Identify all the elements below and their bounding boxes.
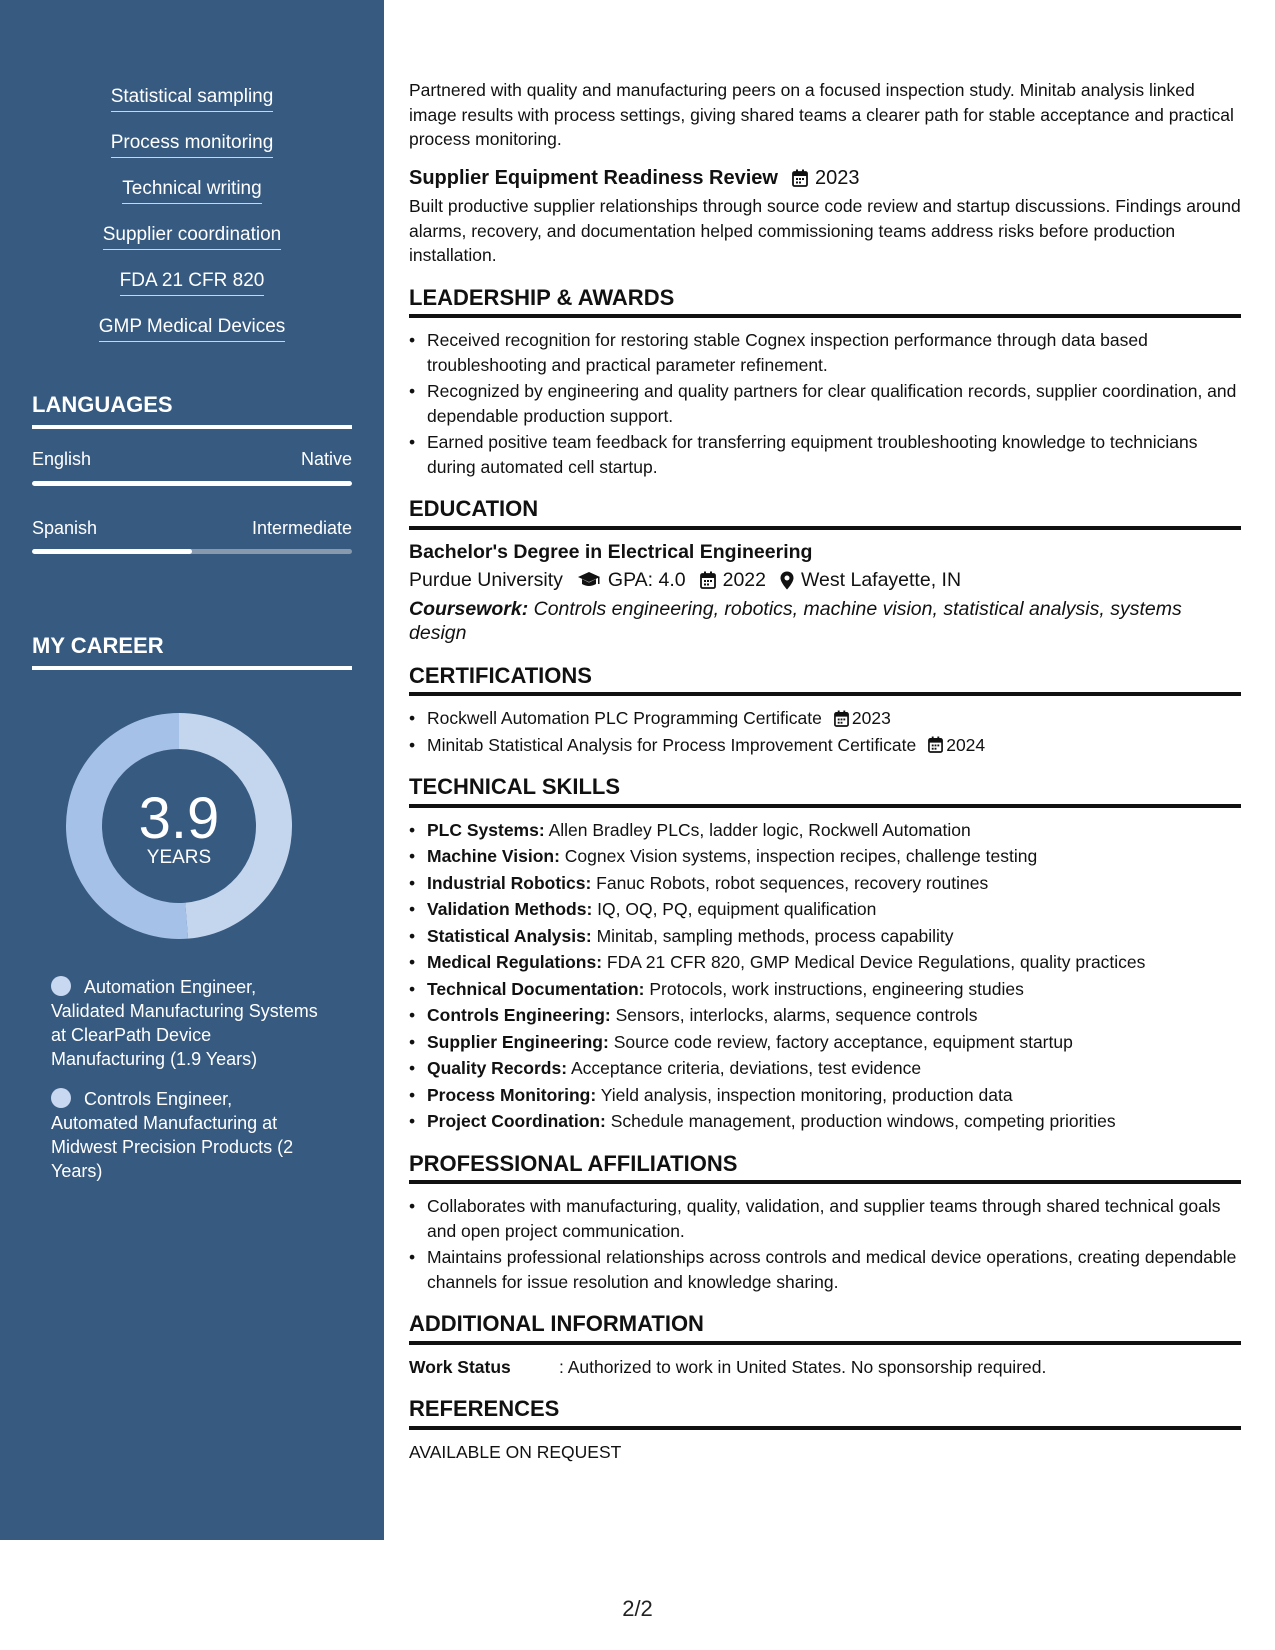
career-role-text: Automation Engineer, Validated Manufacturing Systems at ClearPath Device Manufacturing (1.9 Years) [51, 977, 318, 1069]
references-heading: REFERENCES [409, 1397, 1241, 1430]
certifications-heading: CERTIFICATIONS [409, 664, 1241, 697]
career-donut [66, 713, 292, 939]
languages-heading: LANGUAGES [32, 392, 352, 429]
school-location: West Lafayette, IN [800, 569, 962, 591]
certificate-year: 2024 [946, 734, 986, 755]
career-legend-dot [51, 976, 71, 996]
list-item: • Maintains professional relationships across controls and medical device operations, creating dependable channels for issue resolution and knowledge sharing. [409, 1245, 1241, 1294]
list-item [409, 977, 1241, 1002]
skill-value: Protocols, work instructions, engineering studies [644, 978, 1024, 999]
career-unit: YEARS [146, 847, 212, 868]
project-description: Built productive supplier relationships through source code review and startup discussions. Findings around alarms, recovery, and documentation helped commissioning teams address risks before production installation. [409, 196, 1241, 265]
career-role [51, 975, 321, 1071]
skill-label: Technical Documentation: [427, 978, 645, 999]
education-meta [409, 568, 1241, 593]
coursework [409, 597, 1241, 646]
language-bar-fill [32, 481, 352, 486]
skill-label: Process Monitoring: [427, 1084, 597, 1105]
language-bar-spanish [32, 549, 352, 554]
skill-value: IQ, OQ, PQ, equipment qualification [592, 899, 877, 919]
project-title-row [409, 166, 1241, 191]
list-item [409, 950, 1241, 975]
skill-value: Source code review, factory acceptance, equipment startup [608, 1031, 1073, 1052]
work-status-value: : Authorized to work in United States. No sponsorship required. [559, 1356, 1047, 1377]
skill-item: Technical writing [122, 177, 261, 204]
skill-value: Sensors, interlocks, alarms, sequence controls [610, 1005, 978, 1025]
graduation-cap-icon [577, 571, 601, 589]
technical-skills-heading: TECHNICAL SKILLS [409, 775, 1241, 808]
coursework-label: Coursework: [409, 597, 529, 620]
list-item: • Received recognition for restoring stable Cognex inspection performance through data based troubleshooting and practical parameter refinement. [409, 328, 1241, 377]
skill-value: Minitab, sampling methods, process capability [591, 925, 954, 946]
main-content [409, 78, 1241, 1464]
skill-label: Statistical Analysis: [427, 925, 592, 946]
affiliations-list [409, 1194, 1241, 1294]
project-year: 2023 [814, 166, 860, 189]
coursework-text: Controls engineering, robotics, machine vision, statistical analysis, systems design [409, 597, 1182, 644]
skill-value: Cognex Vision systems, inspection recipes, challenge testing [559, 846, 1038, 866]
language-name: Spanish [32, 518, 98, 538]
references-text: AVAILABLE ON REQUEST [409, 1441, 622, 1462]
calendar-icon [700, 571, 716, 589]
technical-skills-list [409, 818, 1241, 1134]
work-status-row [409, 1355, 1241, 1380]
leadership-list [409, 328, 1241, 479]
skill-label: Validation Methods: [427, 899, 593, 919]
skill-item: Statistical sampling [111, 85, 274, 112]
language-bar-fill [32, 549, 192, 554]
calendar-icon [834, 710, 849, 727]
list-item [409, 818, 1241, 843]
skill-value: Schedule management, production windows, competing priorities [605, 1111, 1116, 1131]
skill-label: PLC Systems: [427, 819, 545, 840]
skill-label: Project Coordination: [427, 1111, 606, 1131]
education-heading: EDUCATION [409, 497, 1241, 530]
certificate-name: • Minitab Statistical Analysis for Process Improvement Certificate [427, 734, 917, 755]
graduation-year: 2022 [722, 569, 766, 591]
list-item [409, 1056, 1241, 1081]
career-total: 3.9 [138, 786, 220, 851]
certifications-list [409, 706, 1241, 757]
location-pin-icon [780, 571, 794, 590]
skill-item: FDA 21 CFR 820 [120, 269, 265, 296]
career-role-text: Controls Engineer, Automated Manufacturing at Midwest Precision Products (2 Years) [51, 1089, 294, 1181]
skill-label: Supplier Engineering: [427, 1031, 609, 1052]
skill-item: Process monitoring [111, 131, 274, 158]
page-number: 2/2 [622, 1596, 653, 1621]
skill-value: Allen Bradley PLCs, ladder logic, Rockwell Automation [544, 819, 971, 840]
list-item [409, 1083, 1241, 1108]
degree-title: Bachelor's Degree in Electrical Engineering [409, 540, 813, 563]
list-item [409, 844, 1241, 869]
sidebar [0, 0, 384, 1540]
project-title: Supplier Equipment Readiness Review [409, 166, 778, 189]
skill-item: GMP Medical Devices [99, 315, 286, 342]
intro-paragraph: Partnered with quality and manufacturing peers on a focused inspection study. Minitab analysis linked image results with process settings, giving shared teams a clearer path for stable acceptance and practical process monitoring. [409, 80, 1234, 149]
skill-label: Medical Regulations: [427, 952, 603, 972]
skill-value: FDA 21 CFR 820, GMP Medical Device Regulations, quality practices [602, 952, 1146, 972]
career-legend-dot [51, 1088, 71, 1108]
language-level: Native [300, 449, 352, 469]
language-row-spanish [32, 518, 352, 539]
list-item: • Earned positive team feedback for transferring equipment troubleshooting knowledge to technicians during automated cell startup. [409, 430, 1241, 479]
gpa: GPA: 4.0 [607, 569, 686, 591]
list-item [409, 1003, 1241, 1028]
language-level: Intermediate [251, 518, 352, 538]
list-item: • Recognized by engineering and quality partners for clear qualification records, supplier coordination, and dependable production support. [409, 379, 1241, 428]
leadership-heading: LEADERSHIP & AWARDS [409, 286, 1241, 319]
calendar-icon [928, 736, 943, 753]
skill-value: Yield analysis, inspection monitoring, production data [596, 1084, 1013, 1105]
list-item [409, 706, 1241, 731]
list-item [409, 1109, 1241, 1134]
affiliations-heading: PROFESSIONAL AFFILIATIONS [409, 1152, 1241, 1185]
list-item [409, 733, 1241, 758]
school-name: Purdue University [409, 569, 563, 591]
list-item: • Collaborates with manufacturing, quality, validation, and supplier teams through shared technical goals and open project communication. [409, 1194, 1241, 1243]
calendar-icon [792, 169, 808, 187]
certificate-year: 2023 [851, 708, 891, 728]
skill-list [0, 85, 384, 361]
list-item [409, 924, 1241, 949]
career-list [51, 975, 321, 1199]
career-heading: MY CAREER [32, 633, 352, 670]
skill-label: Quality Records: [427, 1058, 568, 1078]
career-role [51, 1087, 321, 1183]
skill-label: Machine Vision: [427, 846, 560, 866]
skill-item: Supplier coordination [103, 223, 282, 250]
list-item [409, 1030, 1241, 1055]
skill-value: Acceptance criteria, deviations, test evidence [567, 1058, 922, 1078]
skill-label: Controls Engineering: [427, 1005, 611, 1025]
work-status-label: Work Status [409, 1356, 511, 1377]
list-item [409, 897, 1241, 922]
additional-info-heading: ADDITIONAL INFORMATION [409, 1312, 1241, 1345]
skill-label: Industrial Robotics: [427, 872, 592, 893]
language-bar-english [32, 481, 352, 486]
list-item [409, 871, 1241, 896]
language-row-english [32, 449, 352, 470]
language-name: English [32, 449, 92, 469]
certificate-name: • Rockwell Automation PLC Programming Certificate [427, 708, 822, 728]
skill-value: Fanuc Robots, robot sequences, recovery routines [591, 872, 989, 893]
